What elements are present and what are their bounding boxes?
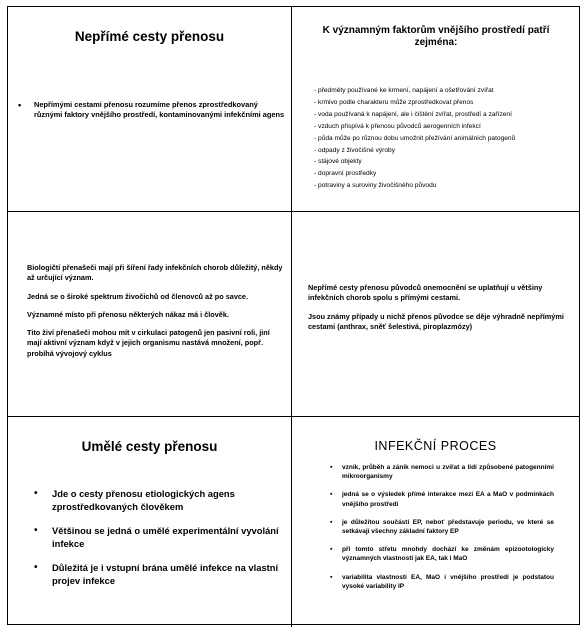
list-item: ▪ jedná se o výsledek přímé interakce mezi EA a MaO v podmínkách vnějšího prostředí xyxy=(330,490,554,508)
slide-title: K významným faktorům vnějšího prostředí patří zejména: xyxy=(322,25,550,48)
slide-title: Nepřímé cesty přenosu xyxy=(74,29,225,44)
slide-title: INFEKČNÍ PROCES xyxy=(374,439,497,453)
slide-umele-cesty xyxy=(8,417,291,625)
list-item: ▪ variabilita vlastností EA, MaO i vnějšího prostředí je podstatou vysoké variability IP xyxy=(330,573,554,591)
slide-biologicti-prenaseci xyxy=(8,212,291,415)
paragraph: Tito živí přenašeči mohou mít v cirkulaci patogenů jen pasivní roli, jiní mají aktivní význam když v jejich organismu nastává množení, popř. probíhá vývojový cyklus xyxy=(27,328,270,358)
list-item: ▪ vznik, průběh a zánik nemoci u zvířat a lidí způsobené patogenními mikroorganismy xyxy=(330,463,554,481)
bullet-list xyxy=(18,100,286,120)
slide-title: Umělé cesty přenosu xyxy=(81,439,218,454)
list-item: ▪ při tomto střetu mnohdy dochází ke změnám epizootologicky významných vlastností jak EA, tak i MaO xyxy=(330,545,554,563)
bullet-list xyxy=(330,463,554,600)
paragraph: Nepřímé cesty přenosu původců onemocnění se uplatňují u většiny infekčních chorob spolu s přímými cestami. xyxy=(308,283,543,303)
list-item: • Většinou se jedná o umělé experimentální vyvolání infekce xyxy=(34,525,284,550)
list-item: • Důležitá je i vstupní brána umělé infekce na vlastní projev infekce xyxy=(34,562,284,587)
list-item: • Jde o cesty přenosu etiologických agens zprostředkovaných člověkem xyxy=(34,488,284,513)
paragraph: Významné místo při přenosu některých nákaz má i člověk. xyxy=(27,309,229,319)
slide-neprime-cesty-uplatneni xyxy=(292,212,579,415)
list-item: - potraviny a suroviny živočišného původu xyxy=(314,182,437,190)
slide-body xyxy=(27,263,285,367)
list-item: - krmivo podle charakteru může zprostředkovat přenos xyxy=(314,98,474,106)
list-item: - předměty používané ke krmení, napájení a ošetřování zvířat xyxy=(314,87,494,94)
slide-infekcni-proces xyxy=(292,417,579,625)
list-item: • Nepřímými cestami přenosu rozumíme přenos zprostředkovaný různými faktory vnějšího prostředí, kontaminovanými infekčními agens xyxy=(18,100,286,120)
bullet-list xyxy=(34,488,284,600)
list-item: - odpady z živočišné výroby xyxy=(314,146,395,154)
list-item: - stájové objekty xyxy=(314,158,362,166)
paragraph: Biologičtí přenašeči mají při šíření řady infekčních chorob důležitý, někdy až určující význam. xyxy=(27,263,283,283)
list-item: - dopravní prostředky xyxy=(314,170,377,178)
list-item: - půda může po různou dobu umožnit přežívání animálních patogenů xyxy=(314,134,516,142)
list-item: - voda používaná k napájení, ale i čištění zvířat, prostředí a zařízení xyxy=(314,110,512,118)
factor-list xyxy=(314,85,576,192)
slide-body xyxy=(308,283,570,340)
paragraph: Jsou známy případy u nichž přenos původce se děje výhradně nepřímými cestami (anthrax, sněť šelestivá, piroplazmózy) xyxy=(308,311,564,331)
list-item: - vzduch přispívá k přenosu původců aerogenních infekcí xyxy=(314,122,481,130)
paragraph: Jedná se o široké spektrum živočichů od členovců až po savce. xyxy=(27,291,249,301)
slide-faktory-prostredi xyxy=(292,7,579,210)
slide-neprime-cesty xyxy=(8,7,291,210)
list-item: ▪ je důležitou součástí EP, neboť představuje periodu, ve které se setkávají všechny základní faktory EP xyxy=(330,518,554,536)
